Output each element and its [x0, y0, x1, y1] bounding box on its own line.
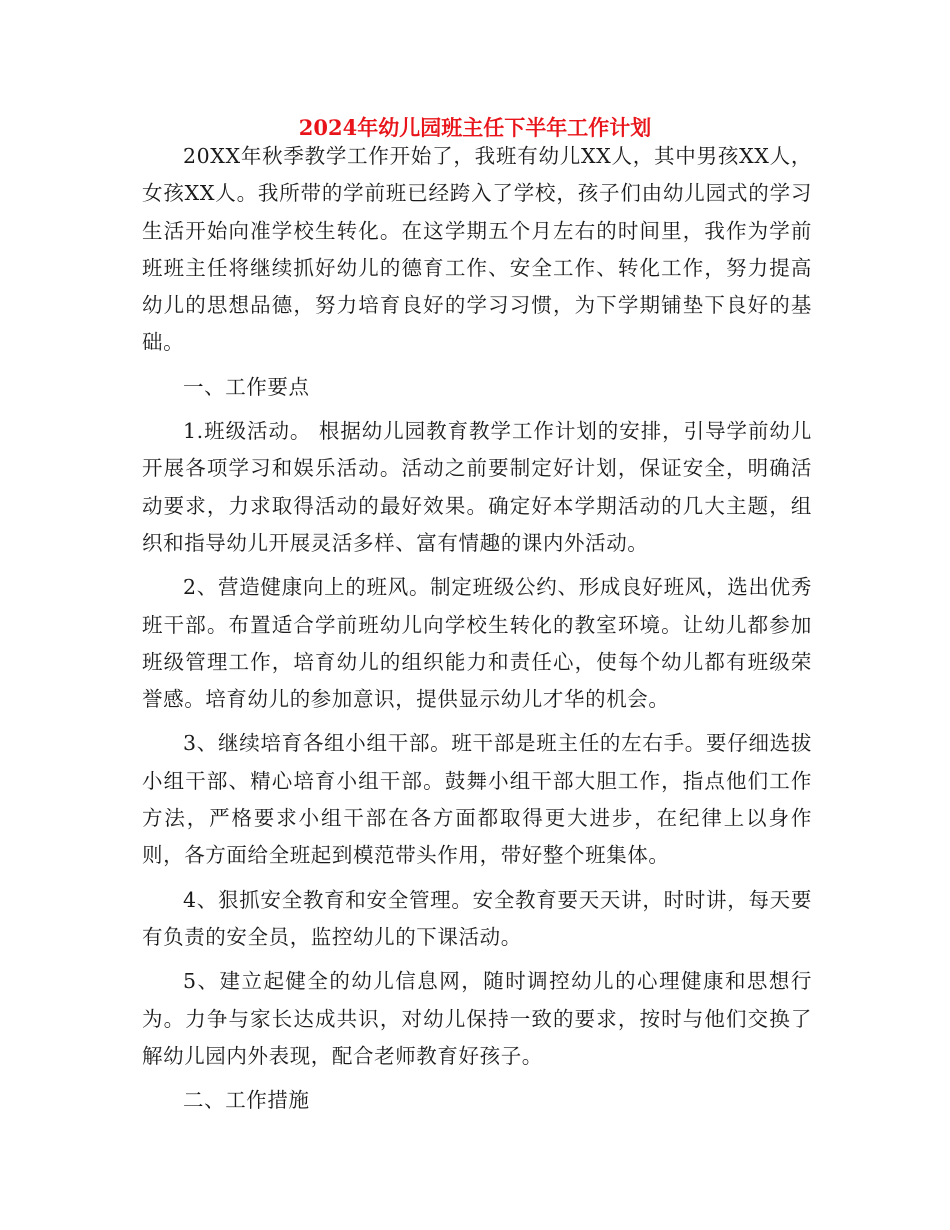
paragraph-class-atmosphere: 2、营造健康向上的班风。制定班级公约、形成良好班风，选出优秀班干部。布置适合学前班幼儿向学校生转化的教室环境。让幼儿都参加班级管理工作，培育幼儿的组织能力和责任心，使每个幼儿都有班级荣誉感。培育幼儿的参加意识，提供显示幼儿才华的机会。	[142, 575, 812, 712]
document-title: 2024年幼儿园班主任下半年工作计划	[298, 115, 652, 140]
paragraph-group-leaders: 3、继续培育各组小组干部。班干部是班主任的左右手。要仔细选拔小组干部、精心培育小组干部。鼓舞小组干部大胆工作，指点他们工作方法，严格要求小组干部在各方面都取得更大进步，在纪律上以身作则，各方面给全班起到模范带头作用，带好整个班集体。	[142, 731, 812, 868]
section-heading-work-measures: 二、工作措施	[183, 1088, 310, 1113]
paragraph-safety-education: 4、狠抓安全教育和安全管理。安全教育要天天讲，时时讲，每天要有负责的安全员，监控幼儿的下课活动。	[142, 887, 812, 949]
paragraph-information-network: 5、建立起健全的幼儿信息网，随时调控幼儿的心理健康和思想行为。力争与家长达成共识，对幼儿保持一致的要求，按时与他们交换了解幼儿园内外表现，配合老师教育好孩子。	[142, 969, 812, 1068]
intro-paragraph: 20XX年秋季教学工作开始了，我班有幼儿XX人，其中男孩XX人，女孩XX人。我所带的学前班已经跨入了学校，孩子们由幼儿园式的学习生活开始向准学校生转化。在这学期五个月左右的时间里，我作为学前班班主任将继续抓好幼儿的德育工作、安全工作、转化工作，努力提高幼儿的思想品德，努力培育良好的学习习惯，为下学期铺垫下良好的基础。	[142, 144, 812, 355]
document-body	[142, 138, 812, 1119]
paragraph-class-activities: 1.班级活动。 根据幼儿园教育教学工作计划的安排，引导学前幼儿开展各项学习和娱乐活动。活动之前要制定好计划，保证安全，明确活动要求，力求取得活动的最好效果。确定好本学期活动的几大主题，组织和指导幼儿开展灵活多样、富有情趣的课内外活动。	[142, 419, 812, 555]
section-heading-work-points: 一、工作要点	[183, 374, 310, 399]
